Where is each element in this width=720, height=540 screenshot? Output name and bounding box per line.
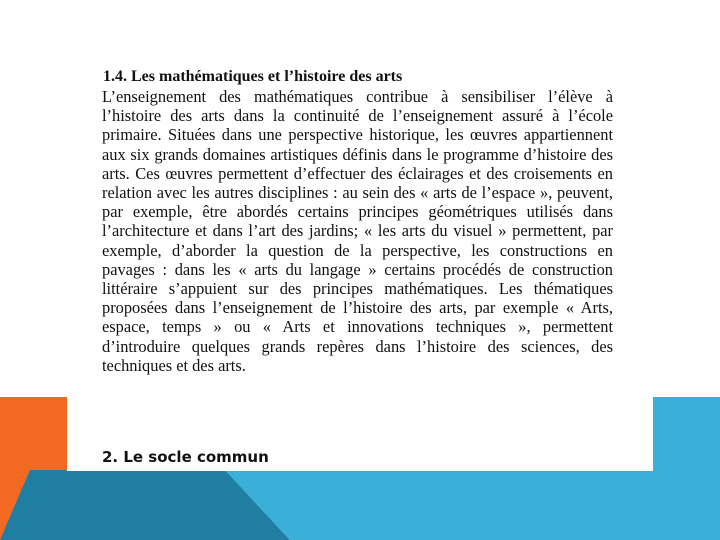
section-body-paragraph: L’enseignement des mathématiques contribue à sensibiliser l’élève à l’histoire des arts dans la continuité de l’enseignement assuré à l’école primaire. Situées dans une perspective historique, les œuvres appartiennent aux six grands domaines artistiques définis dans le programme d’histoire des arts. Ces œuvres permettent d’effectuer des éclairages et des croisements en relation avec les autres disciplines : au sein des « arts de l’espace », peuvent, par exemple, être abordés certains principes géométriques utilisés dans l’architecture et dans l’art des jardins; « les arts du visuel » permettent, par exemple, d’aborder la question de la perspective, les constructions en pavages : dans les « arts du langage » certains procédés de construction littéraire s’appuient sur des principes mathématiques. Les thématiques proposées dans l’enseignement de l’histoire des arts, par exemple « Arts, espace, temps » ou « Arts et innovations techniques », permettent d’introduire quelques grands repères dans l’histoire des sciences, des techniques et des arts. [102,87,613,375]
section-heading: 1.4. Les mathématiques et l’histoire des arts [103,68,403,85]
text-slide-card [67,58,653,471]
next-section-heading: 2. Le socle commun [102,448,269,466]
